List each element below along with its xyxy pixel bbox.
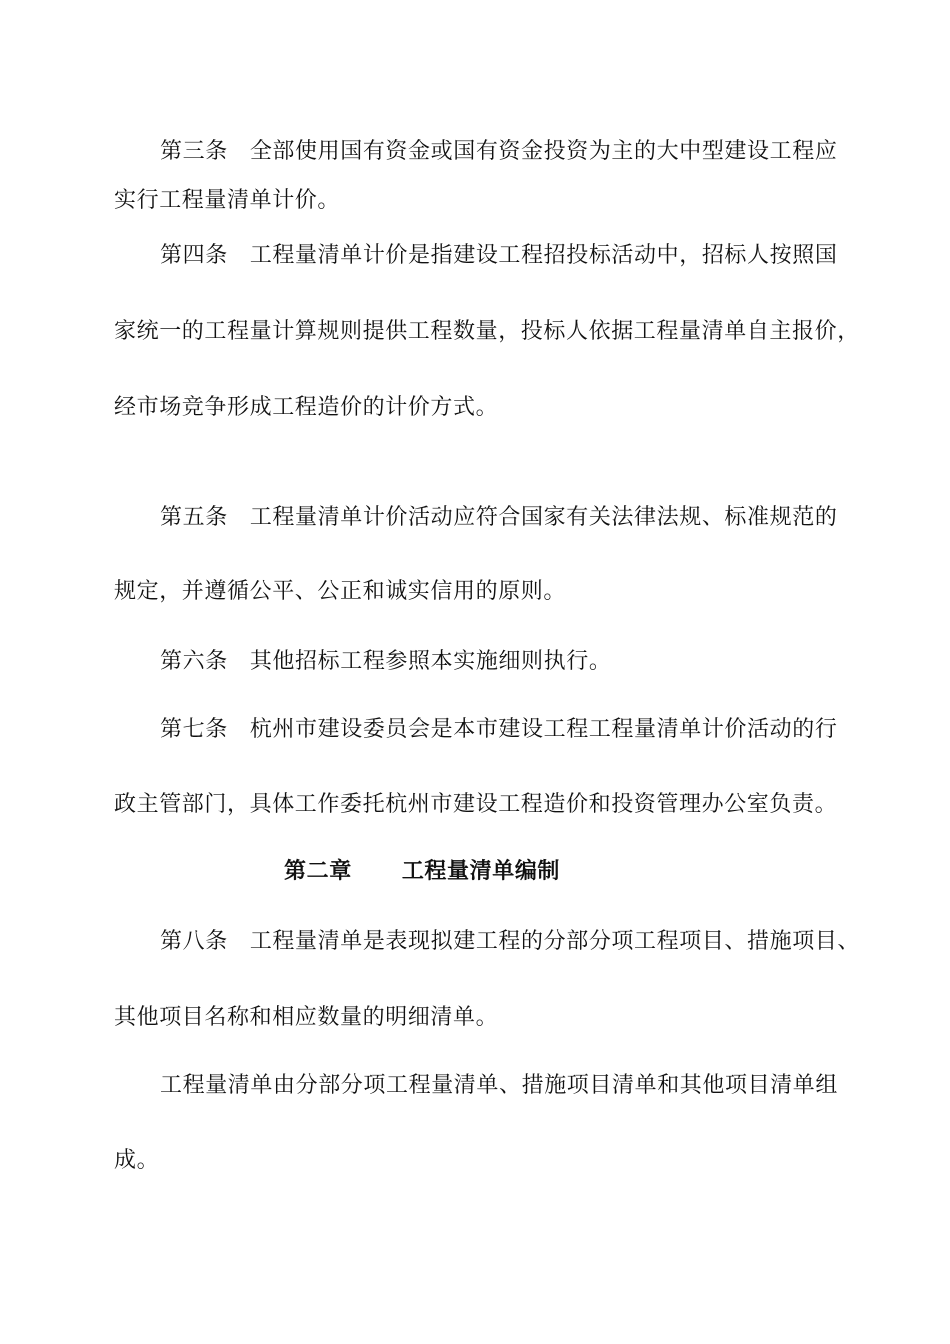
article-3-text-1: 全部使用国有资金或国有资金投资为主的大中型建设工程应 (249, 139, 838, 164)
article-4-line-2: 家统一的工程量计算规则提供工程数量，投标人依据工程量清单自主报价， (114, 319, 860, 344)
chapter-title: 工程量清单编制 (401, 859, 561, 884)
article-3-label: 第三条 (160, 139, 228, 164)
article-5-label: 第五条 (160, 505, 228, 530)
article-8-line-2: 其他项目名称和相应数量的明细清单。 (114, 1005, 499, 1030)
article-4-label: 第四条 (160, 243, 228, 268)
paragraph-line-2: 成。 (114, 1148, 160, 1173)
article-6-line-1 (160, 647, 611, 677)
article-6-text-1: 其他招标工程参照本实施细则执行。 (249, 649, 612, 674)
paragraph-line-1: 工程量清单由分部分项工程量清单、措施项目清单和其他项目清单组 (160, 1073, 839, 1098)
article-7-label: 第七条 (160, 717, 228, 742)
article-4-line-3: 经市场竞争形成工程造价的计价方式。 (114, 395, 499, 420)
article-3-line-1 (160, 137, 837, 167)
article-7-line-1 (160, 715, 837, 745)
article-5-text-1: 工程量清单计价活动应符合国家有关法律法规、标准规范的 (249, 505, 838, 530)
article-7-line-2: 政主管部门，具体工作委托杭州市建设工程造价和投资管理办公室负责。 (114, 792, 838, 817)
chapter-heading (284, 857, 560, 887)
article-3-line-2: 实行工程量清单计价。 (114, 188, 341, 213)
article-6-label: 第六条 (160, 649, 228, 674)
article-5-line-2: 规定，并遵循公平、公正和诚实信用的原则。 (114, 579, 567, 604)
article-7-text-1: 杭州市建设委员会是本市建设工程工程量清单计价活动的行 (249, 717, 838, 742)
article-4-text-1: 工程量清单计价是指建设工程招投标活动中，招标人按照国 (249, 243, 838, 268)
article-4-line-1 (160, 241, 837, 271)
article-5-line-1 (160, 503, 837, 533)
chapter-number: 第二章 (284, 859, 352, 884)
article-8-text-1: 工程量清单是表现拟建工程的分部分项工程项目、措施项目、 (249, 929, 861, 954)
article-8-label: 第八条 (160, 929, 228, 954)
article-8-line-1 (160, 927, 860, 957)
